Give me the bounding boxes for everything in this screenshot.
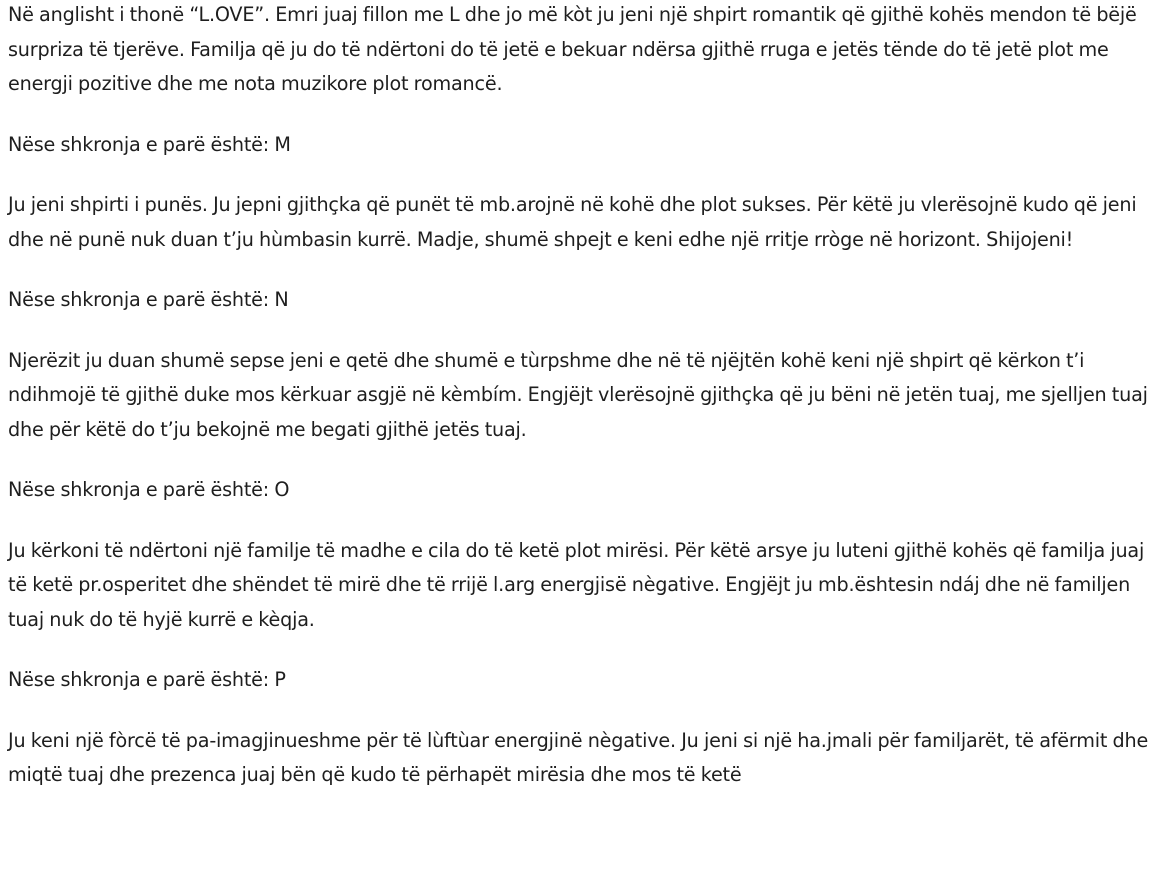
paragraph-n: Njerëzit ju duan shumë sepse jeni e qetë dhe shumë e tùrpshme dhe në të njëjtën kohë keni një shpirt që kërkon t’i ndihmojë të gjithë duke mos kërkuar asgjë në kèmbím. Engjëjt vlerësojnë gjithçka që ju bëni në jetën tuaj, me sjelljen tuaj dhe për këtë do t’ju bekojnë me begati gjithë jetës tuaj. <box>8 348 1148 441</box>
paragraph-m: Ju jeni shpirti i punës. Ju jepni gjithçka që punët të mb.arojnë në kohë dhe plot sukses. Për këtë ju vlerësojnë kudo që jeni dhe në punë nuk duan t’ju hùmbasin kurrë. Madje, shumë shpejt e keni edhe një rritje rròge në horizont. Shijojeni! <box>8 193 1137 251</box>
letter-heading-o: Nëse shkronja e parë është: O <box>8 478 290 501</box>
paragraph-l: Në anglisht i thonë “L.OVE”. Emri juaj fillon me L dhe jo më kòt ju jeni një shpirt romantik që gjithë kohës mendon të bëjë surpriza të tjerëve. Familja që ju do të ndërtoni do të jetë e bekuar ndërsa gjithë rruga e jetës tënde do të jetë plot me energji pozitive dhe me nota muzikore plot romancë. <box>8 3 1137 95</box>
paragraph-p: Ju keni një fòrcë të pa-imagjinueshme për të lùftùar energjinë nègative. Ju jeni si një ha.jmali për familjarët, të afërmit dhe miqtë tuaj dhe prezenca juaj bën që kudo të përhapët mirësia dhe mos të ketë <box>8 728 1149 786</box>
letter-heading-n: Nëse shkronja e parë është: N <box>8 288 289 311</box>
paragraph-o: Ju kërkoni të ndërtoni një familje të madhe e cila do të ketë plot mirësi. Për këtë arsye ju luteni gjithë kohës që familja juaj të ketë pr.osperitet dhe shëndet të mirë dhe të rrijë l.arg energjisë nègative. Engjëjt ju mb.ështesin ndáj dhe në familjen tuaj nuk do të hyjë kurrë e kèqja. <box>8 538 1145 631</box>
article-body <box>8 0 1153 819</box>
letter-heading-m: Nëse shkronja e parë është: M <box>8 132 291 156</box>
letter-heading-p: Nëse shkronja e parë është: P <box>8 668 286 691</box>
